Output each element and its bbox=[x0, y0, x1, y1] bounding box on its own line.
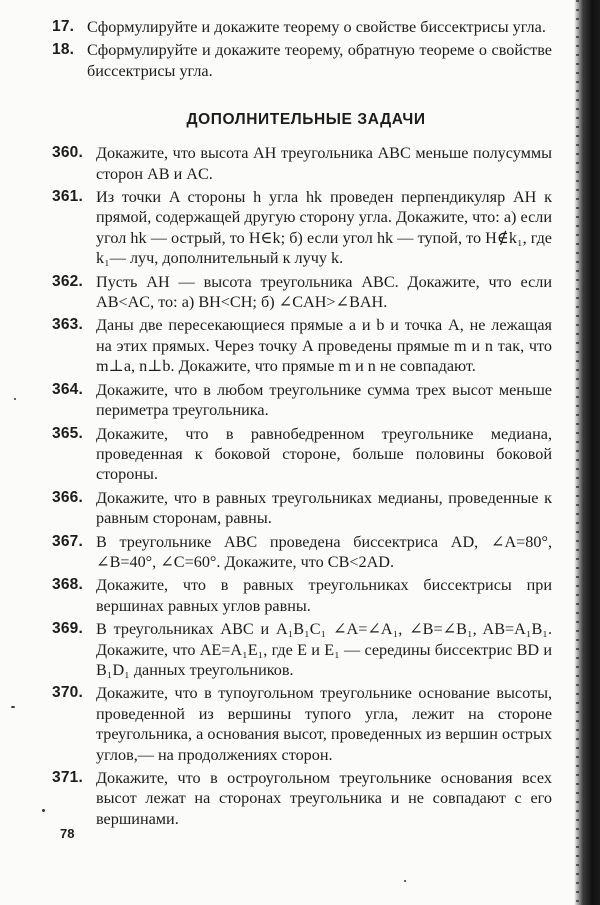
scan-speck bbox=[14, 398, 16, 400]
problem-362 bbox=[52, 272, 552, 313]
question-18 bbox=[52, 40, 552, 81]
problem-text: В треугольниках ABC и A₁B₁C₁ ∠A=∠A₁, ∠B=∠B₁, AB=A₁B₁. Докажите, что AE=A₁E₁, где E и E₁ — середины биссектрис BD и B₁D₁ данных треугольников. bbox=[96, 620, 552, 679]
problem-text: Докажите, что высота AH треугольника ABC меньше полусуммы сторон AB и AC. bbox=[96, 144, 552, 183]
page-number: 78 bbox=[60, 826, 75, 841]
problem-number: 371. bbox=[52, 769, 83, 786]
problem-367 bbox=[52, 532, 552, 573]
problem-text: Докажите, что в тупоугольном треугольнике основание высоты, проведенной из вершины тупого угла, лежит на стороне треугольника, а основания высот, проведенных из вершин острых углов,— на продолжениях сторон. bbox=[96, 684, 552, 764]
page-binding-edge bbox=[574, 0, 600, 905]
problem-number: 362. bbox=[52, 272, 83, 290]
problem-number: 360. bbox=[52, 144, 83, 162]
scan-speck bbox=[42, 809, 45, 812]
problem-text: Докажите, что в равнобедренном треугольнике медиана, проведенная к боковой стороне, больше половины боковой стороны. bbox=[96, 424, 552, 484]
problem-text: Даны две пересекающиеся прямые a и b и точка A, не лежащая на этих прямых. Через точку A проведены прямые m и n так, что m⊥a, n⊥b. Докажите, что прямые m и n не совпадают. bbox=[96, 316, 552, 376]
problem-364 bbox=[52, 380, 552, 421]
section-heading: ДОПОЛНИТЕЛЬНЫЕ ЗАДАЧИ bbox=[186, 111, 426, 129]
question-text: Сформулируйте и докажите теорему, обратную теореме о свойстве биссектрисы угла. bbox=[87, 41, 552, 80]
problem-366 bbox=[52, 488, 552, 529]
problem-361 bbox=[52, 187, 552, 269]
problem-text: В треугольнике ABC проведена биссектриса AD, ∠A=80°, ∠B=40°, ∠C=60°. Докажите, что CB<2AD. bbox=[96, 532, 552, 571]
problem-360 bbox=[52, 143, 552, 184]
question-number: 18. bbox=[52, 41, 75, 59]
page-content bbox=[52, 17, 552, 832]
question-17 bbox=[52, 17, 552, 37]
problem-368 bbox=[52, 575, 552, 616]
problem-text: Пусть AH — высота треугольника ABC. Докажите, что если AB<AC, то: а) BH<CH; б) ∠CAH>∠BAH. bbox=[96, 272, 552, 312]
problem-text: Из точки A стороны h угла hk проведен перпендикуляр AH к прямой, содержащей другую сторону угла. Докажите, что: а) если угол hk — острый, то H∈k; б) если угол hk — тупой, то H∉k₁, где k₁— луч, дополнительный к лучу k. bbox=[96, 188, 552, 268]
problem-number: 370. bbox=[52, 684, 83, 702]
problem-number: 369. bbox=[52, 620, 83, 638]
problem-370 bbox=[52, 683, 552, 765]
problem-371 bbox=[52, 768, 552, 829]
problem-text: Докажите, что в равных треугольниках медианы, проведенные к равным сторонам, равны. bbox=[96, 488, 552, 528]
problem-363 bbox=[52, 315, 552, 376]
problem-number: 365. bbox=[52, 424, 83, 442]
question-number: 17. bbox=[52, 18, 75, 35]
problem-number: 366. bbox=[52, 488, 83, 506]
problem-number: 364. bbox=[52, 380, 83, 398]
problem-number: 368. bbox=[52, 576, 83, 594]
problem-number: 367. bbox=[52, 532, 83, 550]
problem-365 bbox=[52, 424, 552, 485]
scan-speck bbox=[11, 706, 15, 708]
problem-number: 361. bbox=[52, 188, 83, 206]
problem-text: Докажите, что в любом треугольнике сумма трех высот меньше периметра треугольника. bbox=[96, 380, 552, 420]
scan-speck bbox=[404, 880, 406, 882]
problem-text: Докажите, что в равных треугольниках биссектрисы при вершинах равных углов равны. bbox=[96, 576, 552, 615]
problem-369 bbox=[52, 619, 552, 680]
problem-text: Докажите, что в остроугольном треугольнике основания всех высот лежат на сторонах треугольника и не совпадают с его вершинами. bbox=[96, 769, 552, 828]
question-text: Сформулируйте и докажите теорему о свойстве биссектрисы угла. bbox=[87, 18, 546, 36]
problem-number: 363. bbox=[52, 316, 83, 334]
